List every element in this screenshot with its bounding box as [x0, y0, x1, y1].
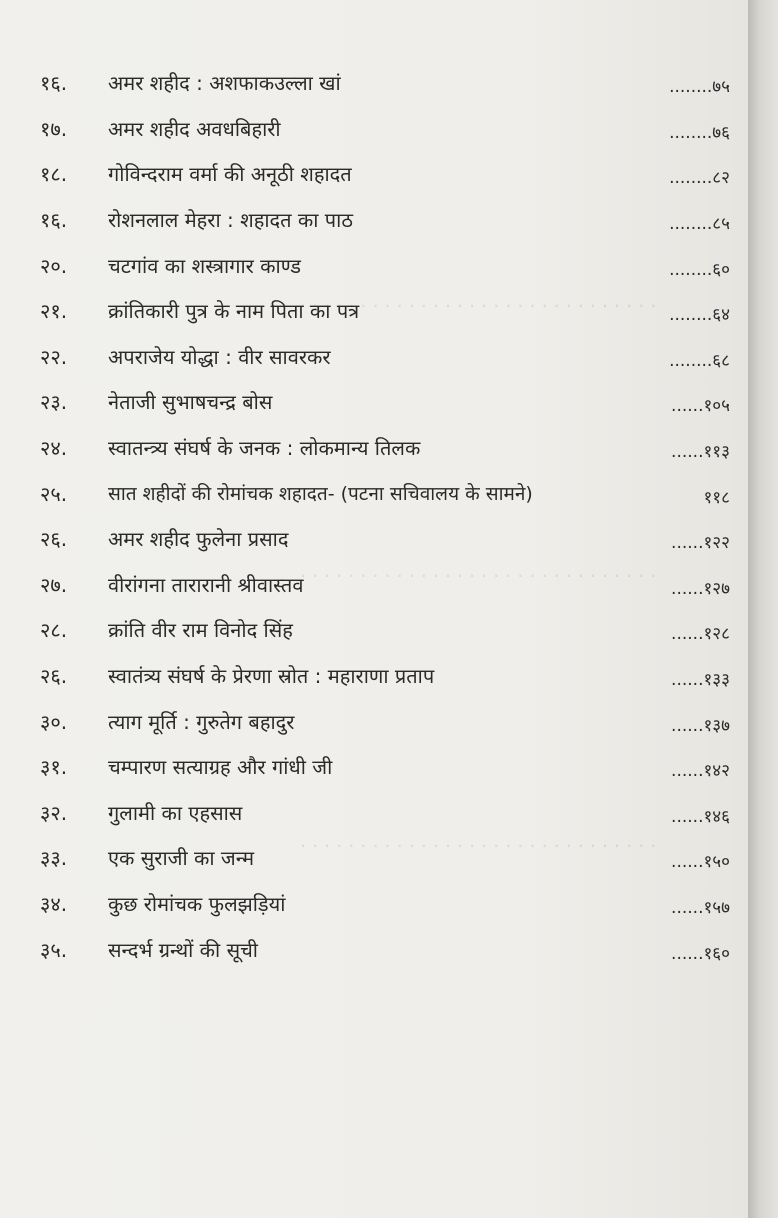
- chapter-title: रोशनलाल मेहरा : शहादत का पाठ: [108, 208, 353, 233]
- page-number: ........६८: [669, 350, 730, 371]
- toc-entry[interactable]: [40, 744, 730, 790]
- toc-entry[interactable]: [40, 425, 730, 471]
- chapter-title: स्वातन्त्र्य संघर्ष के जनक : लोकमान्य तिलक: [108, 436, 421, 461]
- chapter-number: २६.: [40, 664, 68, 689]
- page-number: ......१३३: [671, 670, 730, 691]
- toc-entry[interactable]: [40, 653, 730, 699]
- chapter-title: अमर शहीद अवधबिहारी: [108, 116, 281, 141]
- chapter-title: नेताजी सुभाषचन्द्र बोस: [108, 390, 273, 415]
- page-number: ........७५: [669, 77, 730, 98]
- page-number: ........८५: [669, 214, 730, 235]
- chapter-title: त्याग मूर्ति : गुरुतेग बहादुर: [108, 709, 295, 734]
- toc-entry[interactable]: [40, 242, 730, 288]
- chapter-title: गुलामी का एहसास: [108, 800, 243, 825]
- page-number: ........६०: [669, 259, 730, 280]
- toc-entry[interactable]: [40, 516, 730, 562]
- toc-entry[interactable]: [40, 698, 730, 744]
- toc-entry[interactable]: [40, 379, 730, 425]
- page-number: ......१४६: [671, 806, 730, 827]
- chapter-number: ३२.: [40, 800, 68, 825]
- chapter-number: ३०.: [40, 709, 68, 734]
- page-number: ........८२: [669, 168, 730, 189]
- page-number: ......१३७: [671, 715, 730, 736]
- chapter-title: अमर शहीद : अशफाकउल्ला खां: [108, 71, 341, 96]
- chapter-number: १६.: [40, 208, 68, 233]
- chapter-title: अमर शहीद फुलेना प्रसाद: [108, 527, 289, 552]
- toc-entry[interactable]: [40, 151, 730, 197]
- chapter-number: ३५.: [40, 937, 68, 962]
- chapter-title: सन्दर्भ ग्रन्थों की सूची: [108, 937, 258, 962]
- chapter-number: २३.: [40, 390, 68, 415]
- toc-entry[interactable]: [40, 288, 730, 334]
- chapter-title: स्वातंत्र्य संघर्ष के प्रेरणा स्रोत : महाराणा प्रताप: [108, 664, 435, 689]
- page-number: ........६४: [669, 305, 730, 326]
- toc-entry[interactable]: [40, 334, 730, 380]
- chapter-title: अपराजेय योद्धा : वीर सावरकर: [108, 344, 331, 369]
- page-number: ......१०५: [671, 396, 730, 417]
- show-through-text: . . . . . . . . . . . . . . . . . . . . . . . . . . . . . .: [300, 290, 657, 312]
- chapter-number: २०.: [40, 253, 68, 278]
- toc-entry[interactable]: [40, 562, 730, 608]
- toc-entry[interactable]: [40, 60, 730, 106]
- toc-entry[interactable]: [40, 197, 730, 243]
- chapter-number: ३१.: [40, 755, 68, 780]
- toc-entry[interactable]: [40, 790, 730, 836]
- page-number: ......१२८: [671, 624, 730, 645]
- chapter-title: एक सुराजी का जन्म: [108, 846, 255, 871]
- page-number: ११८: [703, 487, 730, 508]
- page-number: ......११३: [671, 442, 730, 463]
- chapter-title: क्रांतिकारी पुत्र के नाम पिता का पत्र: [108, 299, 360, 324]
- chapter-number: २१.: [40, 299, 68, 324]
- page-number: ........७६: [669, 122, 730, 143]
- chapter-number: ३३.: [40, 846, 68, 871]
- toc-entry[interactable]: [40, 835, 730, 881]
- toc-entry[interactable]: [40, 470, 730, 516]
- toc-entry[interactable]: [40, 607, 730, 653]
- show-through-text: . . . . . . . . . . . . . . . . . . . . . . . . . . . . . .: [300, 830, 657, 852]
- toc-entry[interactable]: [40, 926, 730, 972]
- page-number: ......१४२: [671, 761, 730, 782]
- page-number: ......१२२: [671, 533, 730, 554]
- page-number: ......१५७: [671, 897, 730, 918]
- chapter-title: सात शहीदों की रोमांचक शहादत- (पटना सचिवालय के सामने): [108, 483, 533, 506]
- chapter-title: कुछ रोमांचक फुलझड़ियां: [108, 891, 286, 916]
- chapter-number: १७.: [40, 116, 68, 141]
- book-gutter: [748, 0, 778, 1218]
- chapter-number: १८.: [40, 162, 68, 187]
- chapter-title: क्रांति वीर राम विनोद सिंह: [108, 618, 293, 643]
- page-number: ......१५०: [671, 852, 730, 873]
- chapter-title: गोविन्दराम वर्मा की अनूठी शहादत: [108, 162, 352, 187]
- chapter-number: २२.: [40, 344, 68, 369]
- page-number: ......१६०: [671, 943, 730, 964]
- chapter-number: २५.: [40, 481, 68, 506]
- page-number: ......१२७: [671, 578, 730, 599]
- chapter-number: २८.: [40, 618, 68, 643]
- toc-entry[interactable]: [40, 106, 730, 152]
- toc-entry[interactable]: [40, 881, 730, 927]
- chapter-title: चम्पारण सत्याग्रह और गांधी जी: [108, 755, 333, 780]
- table-of-contents: [40, 60, 730, 972]
- chapter-number: २४.: [40, 436, 68, 461]
- chapter-title: चटगांव का शस्त्रागार काण्ड: [108, 253, 301, 278]
- chapter-number: २७.: [40, 572, 68, 597]
- chapter-title: वीरांगना तारारानी श्रीवास्तव: [108, 572, 304, 597]
- chapter-number: १६.: [40, 71, 68, 96]
- show-through-text: . . . . . . . . . . . . . . . . . . . . . . . . . . . . . .: [300, 560, 657, 582]
- chapter-number: २६.: [40, 527, 68, 552]
- chapter-number: ३४.: [40, 891, 68, 916]
